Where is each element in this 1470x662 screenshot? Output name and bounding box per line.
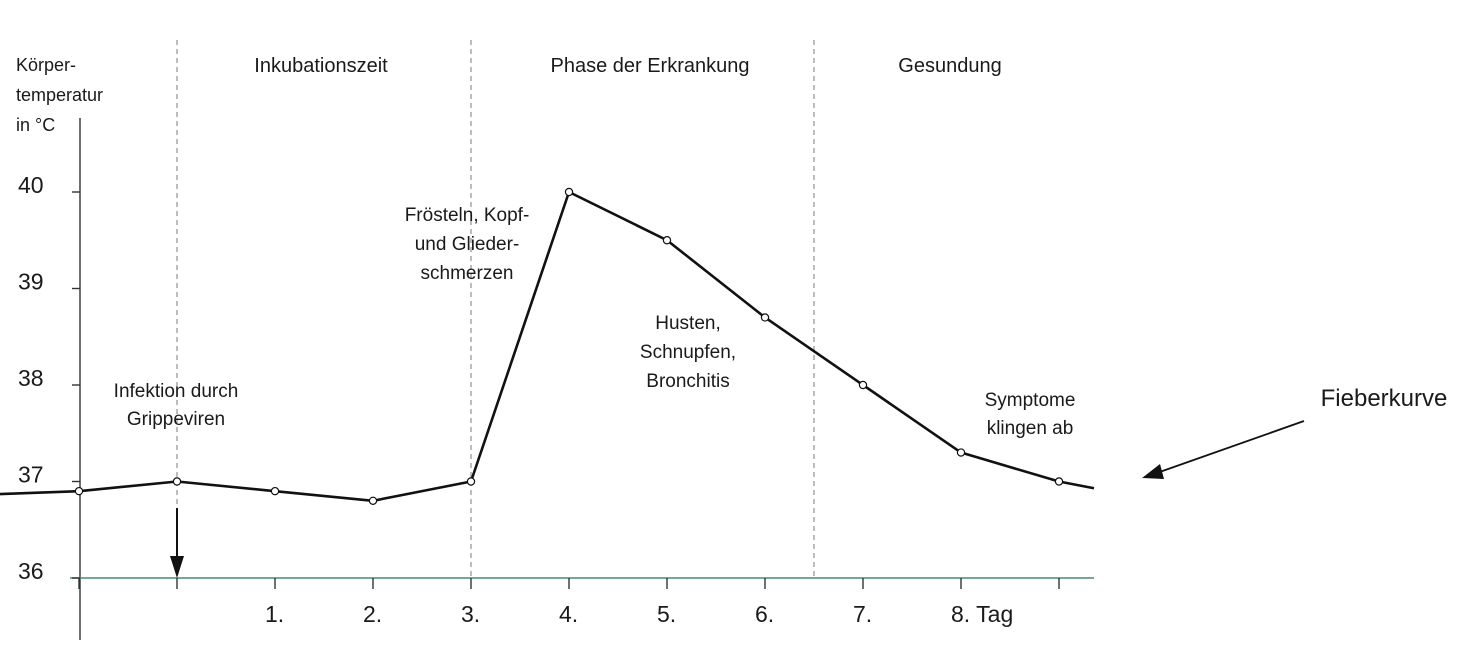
x-tick-label-6: 6. xyxy=(755,601,775,627)
y-tick-label-36: 36 xyxy=(18,558,44,584)
annotation-onset-line-1: Frösteln, Kopf- xyxy=(404,205,530,226)
data-point-day-5 xyxy=(663,237,670,244)
legend-callout-arrow xyxy=(1142,421,1304,479)
phase-label-recovery: Gesundung xyxy=(898,55,1002,77)
legend-callout-label: Fieberkurve xyxy=(1320,385,1448,412)
annotation-course-line-1: Husten, xyxy=(655,313,721,334)
infection-label-line-2: Grippeviren xyxy=(126,409,226,430)
y-axis-label xyxy=(16,55,103,135)
data-point-day-3 xyxy=(467,478,474,485)
axes xyxy=(70,118,1094,640)
annotation-recovery xyxy=(985,390,1076,439)
y-axis-label-line-2: temperatur xyxy=(16,85,104,105)
y-axis-label-line-1: Körper- xyxy=(16,55,77,75)
y-tick-label-38: 38 xyxy=(18,365,44,391)
x-tick-label-7: 7. xyxy=(853,601,873,627)
phase-label-incubation: Inkubationszeit xyxy=(254,55,388,77)
y-tick-label-37: 37 xyxy=(18,461,44,488)
x-tick-label-3: 3. xyxy=(461,601,481,627)
annotation-course-line-2: Schnupfen, xyxy=(639,342,737,363)
infection-arrow xyxy=(170,508,184,578)
phase-label-illness: Phase der Erkrankung xyxy=(550,55,750,77)
fever-curve-line xyxy=(0,192,1094,501)
infection-annotation xyxy=(114,381,239,430)
data-point-day-1 xyxy=(271,488,278,495)
annotation-onset-line-2: und Glieder- xyxy=(414,234,520,255)
infection-arrow-head xyxy=(170,556,184,578)
data-point-day-0 xyxy=(173,478,180,485)
data-point-day-4 xyxy=(565,188,572,195)
annotation-course xyxy=(640,313,736,392)
x-tick-label-4: 4. xyxy=(559,601,579,627)
annotation-recovery-line-1: Symptome xyxy=(984,390,1076,411)
callout-arrow-head xyxy=(1142,464,1164,479)
infection-label-line-1: Infektion durch xyxy=(113,381,239,402)
callout-arrow-shaft xyxy=(1154,421,1304,474)
data-point-day--1 xyxy=(75,488,82,495)
data-point-day-8 xyxy=(957,449,964,456)
x-tick-label-2: 2. xyxy=(363,601,383,627)
x-tick-label-8: 8. Tag xyxy=(951,601,1014,627)
annotation-onset xyxy=(405,205,530,284)
annotation-course-line-3: Bronchitis xyxy=(646,371,730,392)
annotation-onset-line-3: schmerzen xyxy=(420,263,514,284)
x-tick-label-5: 5. xyxy=(657,601,677,627)
annotation-recovery-line-2: klingen ab xyxy=(986,418,1074,439)
y-axis-label-line-3: in °C xyxy=(16,115,56,135)
data-point-day-9 xyxy=(1055,478,1062,485)
data-point-day-7 xyxy=(859,381,866,388)
phase-boundaries xyxy=(177,40,814,578)
y-ticks xyxy=(18,172,80,584)
data-point-day-6 xyxy=(761,314,768,321)
y-tick-label-40: 40 xyxy=(18,172,44,198)
x-ticks xyxy=(79,578,1059,627)
x-tick-label-1: 1. xyxy=(265,601,285,627)
y-tick-label-39: 39 xyxy=(18,268,44,295)
fever-curve xyxy=(0,188,1094,504)
data-point-day-2 xyxy=(369,497,376,504)
